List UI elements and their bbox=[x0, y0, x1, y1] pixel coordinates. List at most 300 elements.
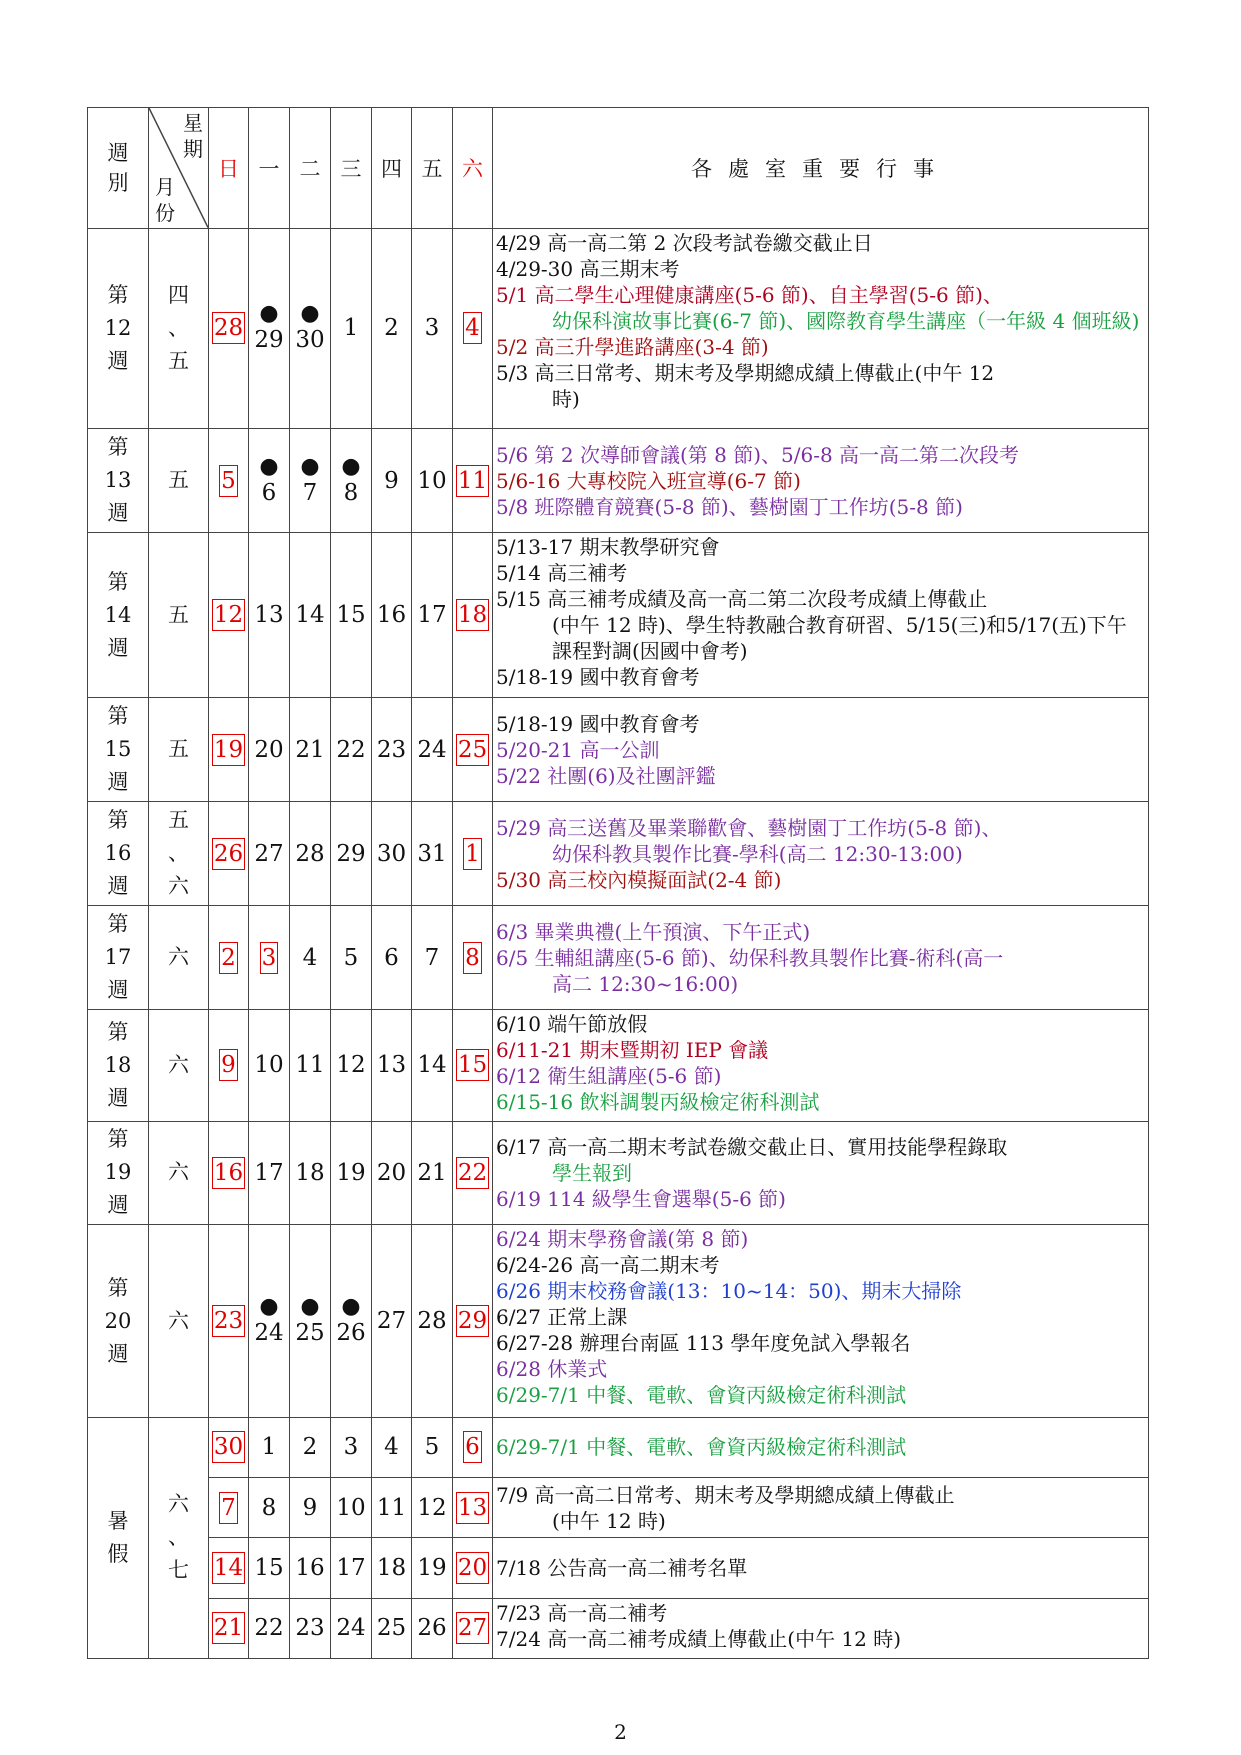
event-line: 幼保科教具製作比賽-學科(高二 12:30-13:00) bbox=[552, 841, 963, 866]
date-number: 9 bbox=[384, 467, 399, 494]
day-cell bbox=[372, 429, 412, 533]
date-wrap bbox=[209, 312, 248, 344]
week-label-part: 週 bbox=[107, 874, 129, 899]
date-number: 10 bbox=[417, 467, 447, 494]
week-label-part: 第 bbox=[107, 704, 129, 729]
day-cell bbox=[209, 802, 249, 906]
date-number: 9 bbox=[302, 1494, 318, 1521]
events-cell bbox=[493, 429, 1149, 533]
holiday-date: 6 bbox=[463, 1431, 482, 1463]
day-cell bbox=[249, 228, 290, 429]
header-day-wed: 三 bbox=[331, 108, 372, 229]
day-cell bbox=[209, 1417, 249, 1477]
date-number: 15 bbox=[336, 602, 366, 629]
day-cell bbox=[453, 1010, 493, 1121]
date-number: 5 bbox=[424, 1434, 440, 1461]
date-number: 2 bbox=[302, 1434, 318, 1461]
day-cell bbox=[331, 1225, 372, 1417]
week-label-part: 13 bbox=[104, 468, 132, 493]
header-day-thu: 四 bbox=[372, 108, 412, 229]
day-cell bbox=[412, 1538, 453, 1598]
event-line: 5/18-19 國中教育會考 bbox=[496, 711, 700, 736]
day-cell bbox=[372, 228, 412, 429]
holiday-date: 23 bbox=[212, 1305, 245, 1337]
week-label bbox=[88, 1121, 149, 1225]
day-cell bbox=[372, 906, 412, 1010]
exam-dot-icon: ● bbox=[341, 453, 361, 479]
day-cell bbox=[331, 429, 372, 533]
month-label-part: 六 bbox=[168, 1308, 189, 1333]
month-label bbox=[149, 228, 209, 429]
date-wrap bbox=[209, 1305, 248, 1337]
date-number: 29 bbox=[254, 327, 284, 354]
date-number: 18 bbox=[295, 1159, 325, 1186]
month-label-part: 六 bbox=[168, 1052, 189, 1077]
date-number: 7 bbox=[302, 479, 318, 506]
event-line: 5/6-16 大專校院入班宣導(6-7 節) bbox=[496, 468, 801, 493]
month-label-part: 五 bbox=[168, 602, 189, 627]
holiday-date: 21 bbox=[212, 1612, 245, 1644]
holiday-date: 15 bbox=[456, 1049, 489, 1081]
event-line: 6/24-26 高一高二期末考 bbox=[496, 1253, 720, 1278]
day-cell bbox=[412, 533, 453, 698]
event-line: 5/15 高三補考成績及高一高二第二次段考成績上傳截止 bbox=[496, 587, 988, 612]
month-label bbox=[149, 802, 209, 906]
event-line: 6/12 衛生組講座(5-6 節) bbox=[496, 1064, 722, 1089]
week-label-part: 第 bbox=[107, 435, 129, 460]
date-number: 23 bbox=[295, 1615, 325, 1642]
day-cell bbox=[372, 1538, 412, 1598]
week-label-part: 第 bbox=[107, 1275, 129, 1300]
header-day-sun: 日 bbox=[209, 108, 249, 229]
event-line: 6/24 期末學務會議(第 8 節) bbox=[496, 1227, 749, 1252]
day-cell bbox=[331, 906, 372, 1010]
day-cell bbox=[372, 1417, 412, 1477]
month-label-part: 五 bbox=[168, 737, 189, 762]
event-line: 5/22 社團(6)及社團評鑑 bbox=[496, 763, 716, 788]
month-label bbox=[149, 429, 209, 533]
header-weekday: 星期 bbox=[183, 111, 203, 161]
event-line: 6/26 期末校務會議(13：10~14：50)、期末大掃除 bbox=[496, 1279, 962, 1304]
date-wrap bbox=[453, 1305, 492, 1337]
events-cell bbox=[493, 1225, 1149, 1417]
day-cell bbox=[249, 1121, 290, 1225]
event-line: 6/27 正常上課 bbox=[496, 1305, 628, 1330]
day-cell bbox=[249, 698, 290, 802]
day-cell bbox=[412, 1010, 453, 1121]
month-label-part: 、 bbox=[168, 315, 189, 340]
date-number: 12 bbox=[417, 1494, 447, 1521]
holiday-date: 12 bbox=[212, 599, 245, 631]
event-line: 6/19 114 級學生會選舉(5-6 節) bbox=[496, 1186, 786, 1211]
holiday-date: 18 bbox=[456, 599, 489, 631]
holiday-date: 14 bbox=[212, 1552, 245, 1584]
event-line: (中午 12 時) bbox=[552, 1508, 666, 1533]
date-number: 21 bbox=[295, 736, 325, 763]
events-cell bbox=[493, 1010, 1149, 1121]
month-label-part: 六 bbox=[168, 1160, 189, 1185]
day-cell bbox=[249, 533, 290, 698]
date-number: 20 bbox=[376, 1159, 407, 1186]
day-cell bbox=[453, 1478, 493, 1538]
holiday-date: 3 bbox=[260, 942, 279, 974]
date-number: 1 bbox=[343, 315, 359, 342]
week-label-part: 第 bbox=[107, 1019, 129, 1044]
date-wrap bbox=[453, 1431, 492, 1463]
date-number: 21 bbox=[417, 1159, 447, 1186]
date-number: 11 bbox=[376, 1494, 407, 1521]
day-cell bbox=[453, 228, 493, 429]
summer-label-part: 暑 bbox=[107, 1508, 129, 1533]
event-line: 5/20-21 高一公訓 bbox=[496, 737, 660, 762]
holiday-date: 25 bbox=[456, 734, 489, 766]
holiday-date: 1 bbox=[463, 838, 482, 870]
day-cell bbox=[290, 429, 331, 533]
event-line: 幼保科演故事比賽(6-7 節)、國際教育學生講座（一年級 4 個班級) bbox=[552, 308, 1140, 333]
day-cell bbox=[331, 802, 372, 906]
day-cell bbox=[453, 698, 493, 802]
event-line: 6/28 休業式 bbox=[496, 1357, 608, 1382]
event-line: 高二 12:30~16:00) bbox=[552, 971, 739, 996]
week-label-part: 週 bbox=[107, 1193, 129, 1218]
day-cell bbox=[331, 698, 372, 802]
week-row bbox=[88, 228, 1149, 429]
day-cell bbox=[453, 1598, 493, 1658]
date-wrap bbox=[209, 1049, 248, 1081]
month-label bbox=[149, 698, 209, 802]
date-number: 26 bbox=[417, 1615, 447, 1642]
day-cell bbox=[209, 1598, 249, 1658]
day-cell bbox=[412, 1478, 453, 1538]
day-cell bbox=[331, 228, 372, 429]
day-cell bbox=[453, 429, 493, 533]
holiday-date: 27 bbox=[456, 1612, 489, 1644]
week-label-part: 週 bbox=[107, 1085, 129, 1110]
week-label-part: 16 bbox=[104, 841, 132, 866]
day-cell bbox=[249, 1225, 290, 1417]
date-number: 5 bbox=[343, 944, 359, 971]
event-line: 6/10 端午節放假 bbox=[496, 1012, 648, 1037]
date-wrap bbox=[453, 1492, 492, 1524]
header-events: 各處室重要行事 bbox=[493, 108, 1149, 229]
month-label bbox=[149, 906, 209, 1010]
month-label-part: 五 bbox=[168, 348, 189, 373]
event-line: 5/14 高三補考 bbox=[496, 561, 628, 586]
day-cell bbox=[412, 698, 453, 802]
week-label bbox=[88, 533, 149, 698]
date-number: 28 bbox=[417, 1308, 447, 1335]
week-label-part: 第 bbox=[107, 282, 129, 307]
week-row bbox=[88, 533, 1149, 698]
date-wrap bbox=[209, 734, 248, 766]
date-number: 16 bbox=[376, 602, 407, 629]
exam-dot-icon: ● bbox=[300, 1294, 320, 1320]
day-cell bbox=[453, 802, 493, 906]
week-label-part: 14 bbox=[104, 602, 132, 627]
date-number: 24 bbox=[336, 1615, 366, 1642]
holiday-date: 30 bbox=[212, 1431, 245, 1463]
day-cell bbox=[209, 698, 249, 802]
week-label-part: 第 bbox=[107, 912, 129, 937]
month-label-part: 、 bbox=[168, 841, 189, 866]
date-number: 27 bbox=[376, 1308, 407, 1335]
week-label-part: 12 bbox=[104, 315, 132, 340]
event-line: 7/9 高一高二日常考、期末考及學期總成績上傳截止 bbox=[496, 1482, 955, 1507]
event-line: 5/30 高三校內模擬面試(2-4 節) bbox=[496, 867, 782, 892]
day-cell bbox=[372, 1010, 412, 1121]
exam-dot-icon: ● bbox=[341, 1294, 361, 1320]
day-cell bbox=[412, 228, 453, 429]
event-line: 學生報到 bbox=[552, 1160, 632, 1185]
week-label-part: 15 bbox=[104, 737, 132, 762]
event-line: 7/23 高一高二補考 bbox=[496, 1600, 668, 1625]
day-cell bbox=[372, 1478, 412, 1538]
date-number: 17 bbox=[254, 1159, 284, 1186]
summer-label bbox=[88, 1417, 149, 1658]
month-label-part: 六 bbox=[168, 874, 189, 899]
event-line: 5/2 高三升學進路講座(3-4 節) bbox=[496, 334, 769, 359]
date-number: 8 bbox=[343, 479, 359, 506]
date-number: 13 bbox=[376, 1052, 407, 1079]
date-number: 3 bbox=[343, 1434, 359, 1461]
date-wrap bbox=[453, 465, 492, 497]
day-cell bbox=[249, 429, 290, 533]
date-number: 3 bbox=[424, 315, 440, 342]
day-cell bbox=[372, 1225, 412, 1417]
day-cell bbox=[453, 1538, 493, 1598]
date-number: 14 bbox=[417, 1052, 447, 1079]
holiday-date: 5 bbox=[219, 465, 238, 497]
date-wrap bbox=[453, 942, 492, 974]
event-line: 6/11-21 期末暨期初 IEP 會議 bbox=[496, 1038, 769, 1063]
day-cell bbox=[412, 429, 453, 533]
day-cell bbox=[290, 228, 331, 429]
exam-dot-icon: ● bbox=[259, 301, 279, 327]
week-label-part: 19 bbox=[104, 1160, 132, 1185]
summer-month-part: 六 bbox=[168, 1492, 189, 1517]
date-number: 25 bbox=[376, 1615, 407, 1642]
exam-dot-icon: ● bbox=[300, 301, 320, 327]
event-line: 7/18 公告高一高二補考名單 bbox=[496, 1555, 748, 1580]
date-wrap bbox=[209, 1492, 248, 1524]
header-day-fri: 五 bbox=[412, 108, 453, 229]
summer-row bbox=[88, 1598, 1149, 1658]
event-line: 7/24 高一高二補考成績上傳截止(中午 12 時) bbox=[496, 1626, 902, 1651]
date-number: 25 bbox=[295, 1320, 325, 1347]
day-cell bbox=[249, 802, 290, 906]
month-label bbox=[149, 1121, 209, 1225]
event-line: 4/29 高一高二第 2 次段考試卷繳交截止日 bbox=[496, 230, 873, 255]
events-cell bbox=[493, 1417, 1149, 1477]
date-wrap bbox=[209, 1431, 248, 1463]
day-cell bbox=[209, 906, 249, 1010]
day-cell bbox=[331, 1417, 372, 1477]
day-cell bbox=[209, 1478, 249, 1538]
day-cell bbox=[249, 1010, 290, 1121]
date-wrap bbox=[209, 942, 248, 974]
month-label-part: 五 bbox=[168, 468, 189, 493]
day-cell bbox=[209, 533, 249, 698]
day-cell bbox=[209, 228, 249, 429]
day-cell bbox=[412, 802, 453, 906]
day-cell bbox=[331, 1538, 372, 1598]
holiday-date: 9 bbox=[219, 1049, 238, 1081]
summer-month bbox=[149, 1417, 209, 1658]
day-cell bbox=[453, 533, 493, 698]
date-number: 2 bbox=[384, 315, 399, 342]
header-row bbox=[88, 108, 1149, 229]
day-cell bbox=[372, 802, 412, 906]
week-label bbox=[88, 906, 149, 1010]
day-cell bbox=[290, 802, 331, 906]
date-wrap bbox=[209, 1612, 248, 1644]
date-wrap bbox=[209, 838, 248, 870]
event-line: 6/17 高一高二期末考試卷繳交截止日、實用技能學程錄取 bbox=[496, 1134, 1008, 1159]
summer-row bbox=[88, 1417, 1149, 1477]
date-number: 19 bbox=[336, 1159, 366, 1186]
date-number: 26 bbox=[336, 1320, 366, 1347]
date-number: 28 bbox=[295, 840, 325, 867]
date-number: 22 bbox=[336, 736, 366, 763]
day-cell bbox=[453, 1417, 493, 1477]
event-line: 6/15-16 飲料調製丙級檢定術科測試 bbox=[496, 1090, 820, 1115]
date-number: 31 bbox=[417, 840, 447, 867]
date-wrap bbox=[453, 1552, 492, 1584]
day-cell bbox=[453, 1121, 493, 1225]
date-wrap bbox=[453, 1612, 492, 1644]
day-cell bbox=[290, 698, 331, 802]
week-label-part: 第 bbox=[107, 1127, 129, 1152]
holiday-date: 22 bbox=[456, 1157, 489, 1189]
exam-dot-icon: ● bbox=[259, 1294, 279, 1320]
calendar-table bbox=[87, 107, 1149, 1659]
day-cell bbox=[453, 1225, 493, 1417]
week-row bbox=[88, 1121, 1149, 1225]
week-label-part: 週 bbox=[107, 770, 129, 795]
day-cell bbox=[290, 1478, 331, 1538]
day-cell bbox=[290, 1010, 331, 1121]
event-line: 6/29-7/1 中餐、電軟、會資丙級檢定術科測試 bbox=[496, 1435, 907, 1460]
day-cell bbox=[290, 533, 331, 698]
event-line: (中午 12 時)、學生特教融合教育研習、5/15(三)和5/17(五)下午課程對調(因國中會考) bbox=[552, 613, 1127, 664]
events-cell bbox=[493, 802, 1149, 906]
events-cell bbox=[493, 698, 1149, 802]
events-cell bbox=[493, 1121, 1149, 1225]
week-label-part: 第 bbox=[107, 808, 129, 833]
event-line: 5/1 高二學生心理健康講座(5-6 節)、自主學習(5-6 節)、 bbox=[496, 282, 1003, 307]
event-line: 6/3 畢業典禮(上午預演、下午正式) bbox=[496, 919, 811, 944]
day-cell bbox=[209, 1010, 249, 1121]
holiday-date: 13 bbox=[456, 1492, 489, 1524]
day-cell bbox=[412, 906, 453, 1010]
holiday-date: 7 bbox=[219, 1492, 238, 1524]
day-cell bbox=[249, 1538, 290, 1598]
events-cell bbox=[493, 228, 1149, 429]
date-number: 7 bbox=[424, 944, 440, 971]
date-wrap bbox=[209, 599, 248, 631]
day-cell bbox=[412, 1225, 453, 1417]
date-number: 18 bbox=[376, 1554, 407, 1581]
day-cell bbox=[209, 1225, 249, 1417]
holiday-date: 8 bbox=[463, 942, 482, 974]
exam-dot-icon: ● bbox=[300, 453, 320, 479]
day-cell bbox=[331, 1010, 372, 1121]
week-label-part: 週 bbox=[107, 1341, 129, 1366]
date-number: 4 bbox=[302, 944, 318, 971]
date-number: 24 bbox=[254, 1320, 284, 1347]
date-number: 14 bbox=[295, 602, 325, 629]
day-cell bbox=[249, 1417, 290, 1477]
date-number: 29 bbox=[336, 840, 366, 867]
week-label-part: 週 bbox=[107, 501, 129, 526]
week-label-part: 第 bbox=[107, 569, 129, 594]
date-number: 6 bbox=[384, 944, 399, 971]
event-line: 5/29 高三送舊及畢業聯歡會、藝樹園丁工作坊(5-8 節)、 bbox=[496, 815, 1002, 840]
date-number: 17 bbox=[417, 602, 447, 629]
holiday-date: 29 bbox=[456, 1305, 489, 1337]
date-wrap bbox=[453, 312, 492, 344]
date-number: 22 bbox=[254, 1615, 284, 1642]
date-number: 16 bbox=[295, 1554, 325, 1581]
event-line: 4/29-30 高三期末考 bbox=[496, 256, 680, 281]
event-line: 時) bbox=[552, 386, 580, 411]
holiday-date: 19 bbox=[212, 734, 245, 766]
holiday-date: 20 bbox=[456, 1552, 489, 1584]
day-cell bbox=[209, 429, 249, 533]
events-cell bbox=[493, 533, 1149, 698]
month-label-part: 四 bbox=[168, 282, 189, 307]
month-label-part: 六 bbox=[168, 945, 189, 970]
day-cell bbox=[290, 1121, 331, 1225]
month-label-part: 五 bbox=[168, 808, 189, 833]
date-wrap bbox=[209, 1157, 248, 1189]
date-number: 19 bbox=[417, 1554, 447, 1581]
summer-row bbox=[88, 1538, 1149, 1598]
week-label-part: 週 bbox=[107, 978, 129, 1003]
summer-row bbox=[88, 1478, 1149, 1538]
date-number: 30 bbox=[295, 327, 325, 354]
day-cell bbox=[372, 698, 412, 802]
holiday-date: 2 bbox=[219, 942, 238, 974]
day-cell bbox=[453, 906, 493, 1010]
week-row bbox=[88, 698, 1149, 802]
day-cell bbox=[290, 1417, 331, 1477]
date-wrap bbox=[453, 599, 492, 631]
event-line: 6/5 生輔組講座(5-6 節)、幼保科教具製作比賽-術科(高一 bbox=[496, 945, 1004, 970]
date-number: 27 bbox=[254, 840, 284, 867]
day-cell bbox=[331, 1121, 372, 1225]
event-line: 6/29-7/1 中餐、電軟、會資丙級檢定術科測試 bbox=[496, 1383, 907, 1408]
day-cell bbox=[412, 1121, 453, 1225]
date-number: 17 bbox=[336, 1554, 366, 1581]
day-cell bbox=[412, 1598, 453, 1658]
week-row bbox=[88, 429, 1149, 533]
day-cell bbox=[209, 1538, 249, 1598]
date-wrap bbox=[453, 1157, 492, 1189]
day-cell bbox=[372, 1121, 412, 1225]
event-line: 5/18-19 國中教育會考 bbox=[496, 665, 700, 690]
date-number: 4 bbox=[384, 1434, 399, 1461]
holiday-date: 11 bbox=[456, 465, 489, 497]
day-cell bbox=[331, 533, 372, 698]
date-number: 24 bbox=[417, 736, 447, 763]
date-number: 11 bbox=[295, 1052, 325, 1079]
header-month: 月份 bbox=[155, 174, 175, 225]
day-cell bbox=[372, 1598, 412, 1658]
events-cell bbox=[493, 1598, 1149, 1658]
week-label-part: 18 bbox=[104, 1052, 132, 1077]
date-wrap bbox=[209, 465, 248, 497]
